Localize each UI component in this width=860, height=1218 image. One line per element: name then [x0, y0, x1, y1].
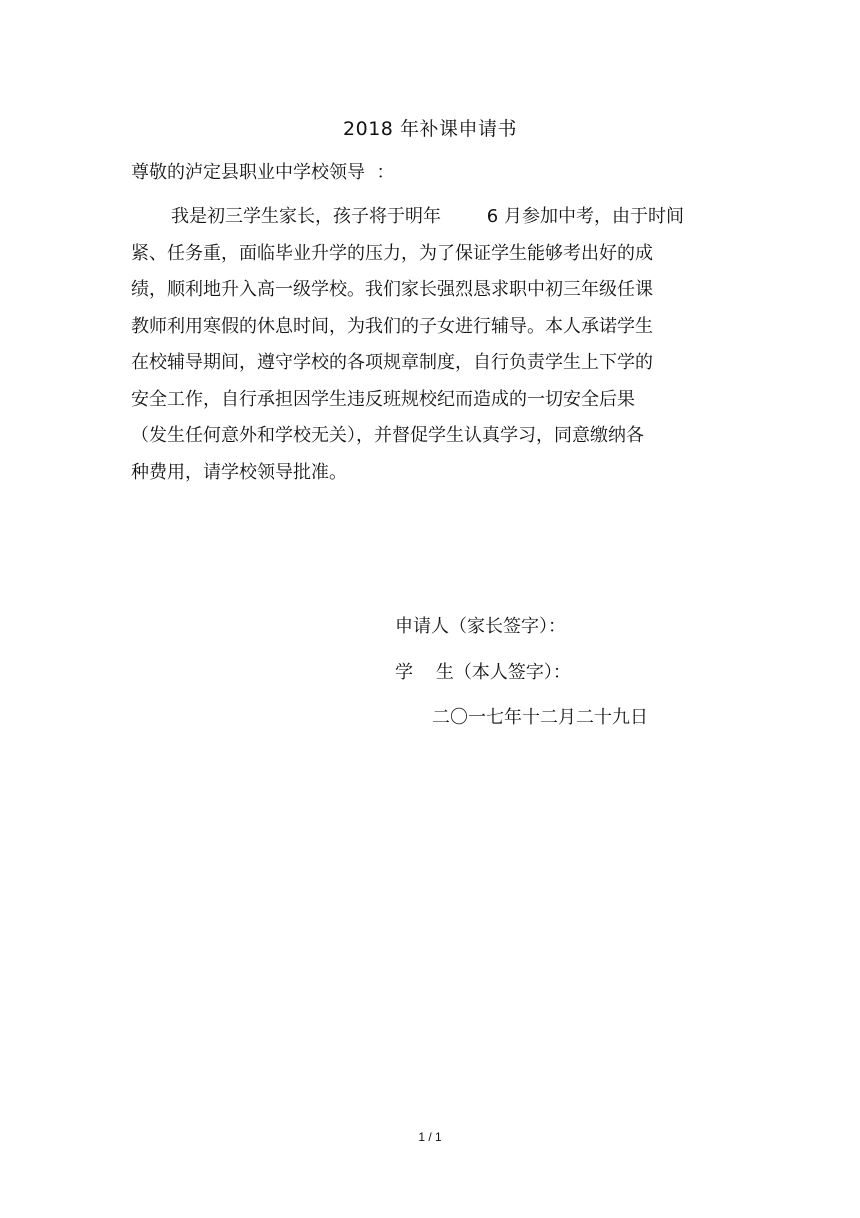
body-line: 教师利用寒假的休息时间，为我们的子女进行辅导。本人承诺学生 — [131, 315, 653, 337]
body-line: 紧、任务重，面临毕业升学的压力，为了保证学生能够考出好的成 — [131, 242, 653, 264]
applicant-signature-label: 申请人（家长签字）： — [395, 616, 566, 637]
body-line: 安全工作，自行承担因学生违反班规校纪而造成的一切安全后果 — [131, 388, 635, 410]
body-paragraph — [131, 204, 731, 496]
body-line: 种费用，请学校领导批准。 — [131, 461, 347, 483]
body-line: 我是初三学生家长，孩子将于明年 6 月参加中考，由于时间 — [171, 206, 684, 227]
body-line: 在校辅导期间，遵守学校的各项规章制度，自行负责学生上下学的 — [131, 352, 653, 373]
salutation: 尊敬的泸定县职业中学校领导 ： — [131, 162, 395, 183]
body-line: （发生任何意外和学校无关），并督促学生认真学习，同意缴纳各 — [131, 425, 644, 446]
student-signature-label: 学 生（本人签字）： — [395, 662, 571, 683]
signature-date: 二〇一七年十二月二十九日 — [432, 707, 648, 728]
document-title: 2018 年补课申请书 — [343, 118, 517, 140]
body-line: 绩，顺利地升入高一级学校。我们家长强烈恳求职中初三年级任课 — [131, 279, 653, 300]
page-number: 1 / 1 — [418, 1130, 442, 1144]
